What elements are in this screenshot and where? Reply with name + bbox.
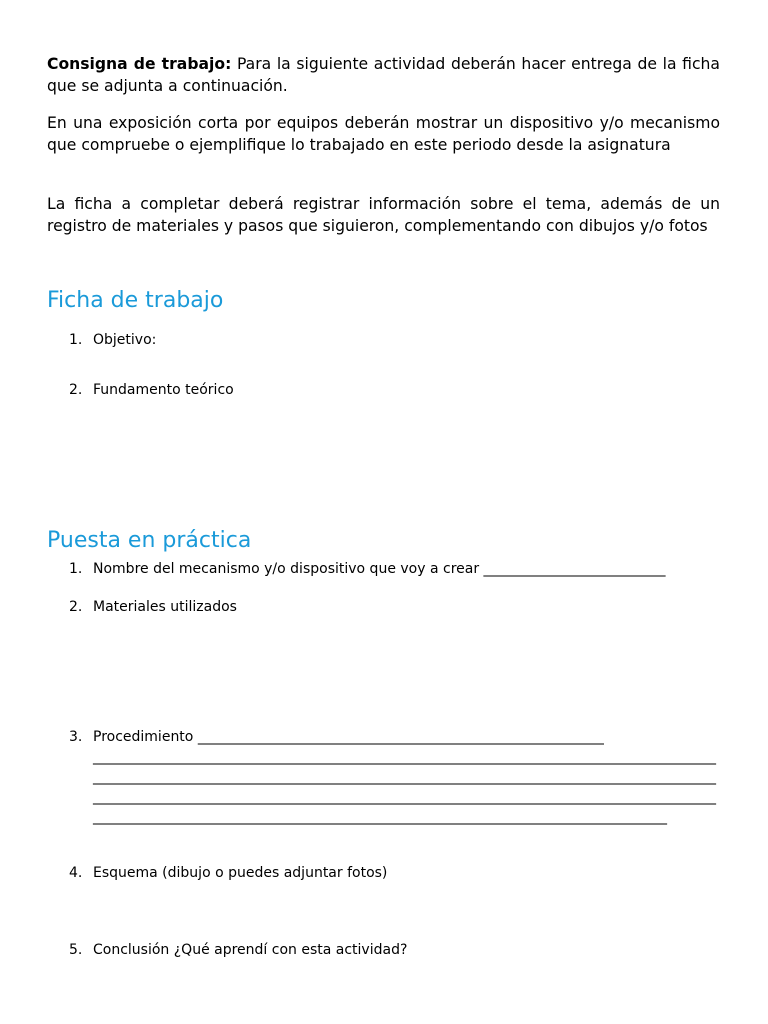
- ficha-heading: Ficha de trabajo: [47, 288, 224, 313]
- procedure-fill-line[interactable]: __________________________________________________________: [193, 729, 604, 745]
- item-number: 5.: [69, 942, 83, 958]
- item-number: 2.: [69, 382, 83, 398]
- puesta-item-materiales: [69, 598, 237, 616]
- puesta-heading: Puesta en práctica: [47, 528, 252, 553]
- puesta-item-procedimiento: [69, 728, 604, 746]
- instruction-paragraph-1: [47, 54, 720, 97]
- instruction-lead: Consigna de trabajo:: [47, 55, 232, 73]
- item-label: Objetivo:: [93, 332, 157, 348]
- instruction-paragraph-2: En una exposición corta por equipos deberán mostrar un dispositivo y/o mecanismo que compruebe o ejemplifique lo trabajado en este periodo desde la asignatura: [47, 114, 720, 154]
- procedure-line[interactable]: _________________________________________________________________________________________: [93, 749, 716, 765]
- item-label: Materiales utilizados: [93, 599, 237, 615]
- puesta-item-nombre: [69, 560, 666, 578]
- item-label: Fundamento teórico: [93, 382, 234, 398]
- item-label: Nombre del mecanismo y/o dispositivo que voy a crear: [93, 561, 480, 577]
- ficha-item-fundamento: [69, 381, 234, 399]
- procedure-line[interactable]: _________________________________________________________________________________________: [93, 769, 716, 785]
- name-fill-line[interactable]: __________________________: [479, 561, 666, 577]
- item-number: 4.: [69, 865, 83, 881]
- item-number: 1.: [69, 561, 83, 577]
- item-label: Procedimiento: [93, 729, 194, 745]
- item-label: Conclusión ¿Qué aprendí con esta actividad?: [93, 942, 408, 958]
- item-number: 1.: [69, 332, 83, 348]
- item-number: 2.: [69, 599, 83, 615]
- puesta-item-esquema: [69, 864, 387, 882]
- item-number: 3.: [69, 729, 83, 745]
- procedure-line[interactable]: __________________________________________________________________________________: [93, 809, 667, 825]
- ficha-item-objetivo: [69, 331, 156, 349]
- item-label: Esquema (dibujo o puedes adjuntar fotos): [93, 865, 388, 881]
- instruction-text-1: Para la siguiente actividad deberán hacer entrega de la ficha que se adjunta a continuación.: [47, 55, 720, 95]
- puesta-item-conclusion: [69, 941, 407, 959]
- procedure-line[interactable]: _________________________________________________________________________________________: [93, 789, 716, 805]
- instruction-paragraph-3: La ficha a completar deberá registrar información sobre el tema, además de un registro de materiales y pasos que siguieron, complementando con dibujos y/o fotos: [47, 195, 720, 235]
